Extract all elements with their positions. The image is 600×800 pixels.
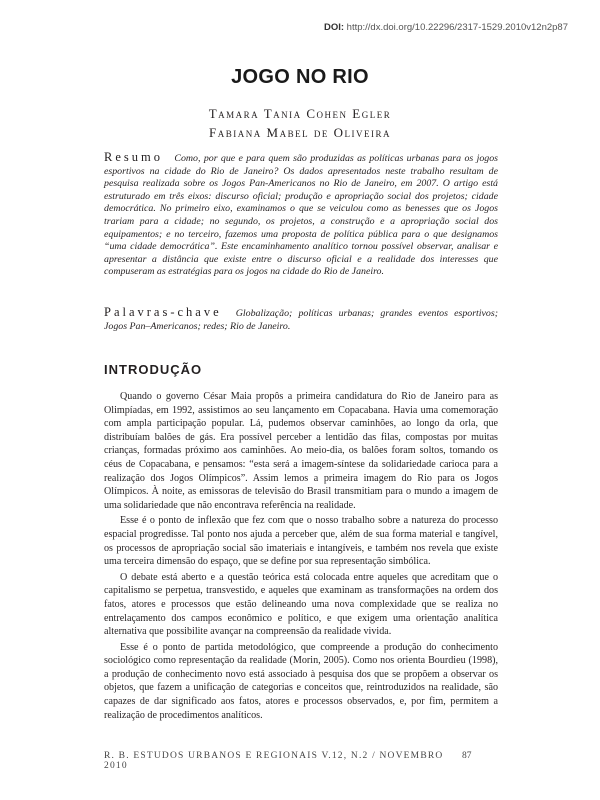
- doi-line: [324, 22, 568, 33]
- body-paragraph: O debate está aberto e a questão teórica está colocada entre aqueles que acreditam que o capitalismo se perpetua, transvestido, e aqueles que examinam as transformações na ordem dos fatos, atores e processos que estão delineando uma nova complexidade que se realiza no entrelaçamento dos campos econômico e político, e que exigem uma orientação analítica alternativa que possibilite avançar na compreensão da realidade vivida.: [104, 571, 498, 638]
- abstract-text: Como, por que e para quem são produzidas as políticas urbanas para os jogos esportivos na cidade do Rio de Janeiro? Os dados apresentados neste trabalho resultam de pesquisa realizada sobre os Jogos Pan-Americanos no Rio de Janeiro, em 2007. O artigo está estruturado em três eixos: discurso oficial; produção e apropriação social dos projetos; cidade democrática. No primeiro eixo, examinamos o que se veiculou como as benesses que os Jogos trariam para a cidade; no segundo, os projetos, a construção e a apropriação social dos equipamentos; e no terceiro, fazemos uma proposta de política pública para o que designamos “uma cidade democrática”. Este encaminhamento analítico tornou possível observar, analisar e apresentar a distância que existe entre o discurso oficial e a realidade dos interesses que compuseram as estratégias para os jogos na cidade do Rio de Janeiro.: [104, 153, 499, 278]
- body-paragraph: Quando o governo César Maia propôs a primeira candidatura do Rio de Janeiro para as Olimpíadas, em 1992, assistimos ao seu lançamento em Copacabana. Havia uma comemoração com ampla participação popular. Lá, pudemos observar caminhões, ao longo da orla, que distribuíam balões de gás. Era possível perceber a lentidão das filas, compostas por muitas crianças, formadas próximo aos caminhões. Ao meio-dia, os balões foram soltos, tomando os céus de Copacabana, e pensamos: “esta será a imagem-síntese da solidariedade carioca para a realização dos Jogos Olímpicos”. Assim lemos a primeira imagem do Rio para os Jogos Olímpicos. À noite, as emissoras de televisão do Brasil transmitiam para o mundo a imagem de uma solidariedade que não encontrava referência na realidade.: [104, 391, 498, 511]
- abstract: [104, 151, 498, 279]
- doi-link[interactable]: http://dx.doi.org/10.22296/2317-1529.2010v12n2p87: [346, 22, 568, 33]
- keywords-text: Globalização; políticas urbanas; grandes eventos esportivos; Jogos Pan–Americanos; redes; Rio de Janeiro.: [104, 308, 498, 332]
- body-text: [104, 390, 498, 724]
- keywords: [104, 306, 498, 333]
- body-paragraph: Esse é o ponto de inflexão que fez com que o nosso trabalho sobre a natureza do processo espacial progredisse. Tal ponto nos ajuda a perceber que, além de sua forma material e tangível, os processos de apropriação social são imateriais e intangíveis, e também nos revela que existe uma terceira dimensão do espaço, que se define por sua representação simbólica.: [104, 515, 498, 568]
- article-title: JOGO NO RIO: [231, 66, 369, 88]
- keywords-label: Palavras-chave: [104, 305, 222, 319]
- journal-footer: R. B. ESTUDOS URBANOS E REGIONAIS V.12, N.2 / NOVEMBRO 2010: [104, 751, 444, 771]
- author-name: Fabiana Mabel de Oliveira: [209, 125, 391, 140]
- author-name: Tamara Tania Cohen Egler: [208, 106, 392, 121]
- page-number: 87: [462, 751, 472, 761]
- body-paragraph: Esse é o ponto de partida metodológico, que compreende a produção do conhecimento sociológico como representação da realidade (Morin, 2005). Como nos orienta Bourdieu (1998), a produção de conhecimento novo está associado à pesquisa dos que se propõem a observar os objetos, que fazem a unificação de categorias e conceitos que, reintroduzidos na realidade, são capazes de dar significado aos fatos, atores e processos observados, e, por fim, permitem a realização de procedimentos analíticos.: [104, 641, 498, 721]
- section-heading: INTRODUÇÃO: [104, 362, 203, 377]
- doi-label: DOI:: [323, 22, 345, 33]
- author-list: [0, 104, 600, 142]
- abstract-label: Resumo: [104, 150, 163, 164]
